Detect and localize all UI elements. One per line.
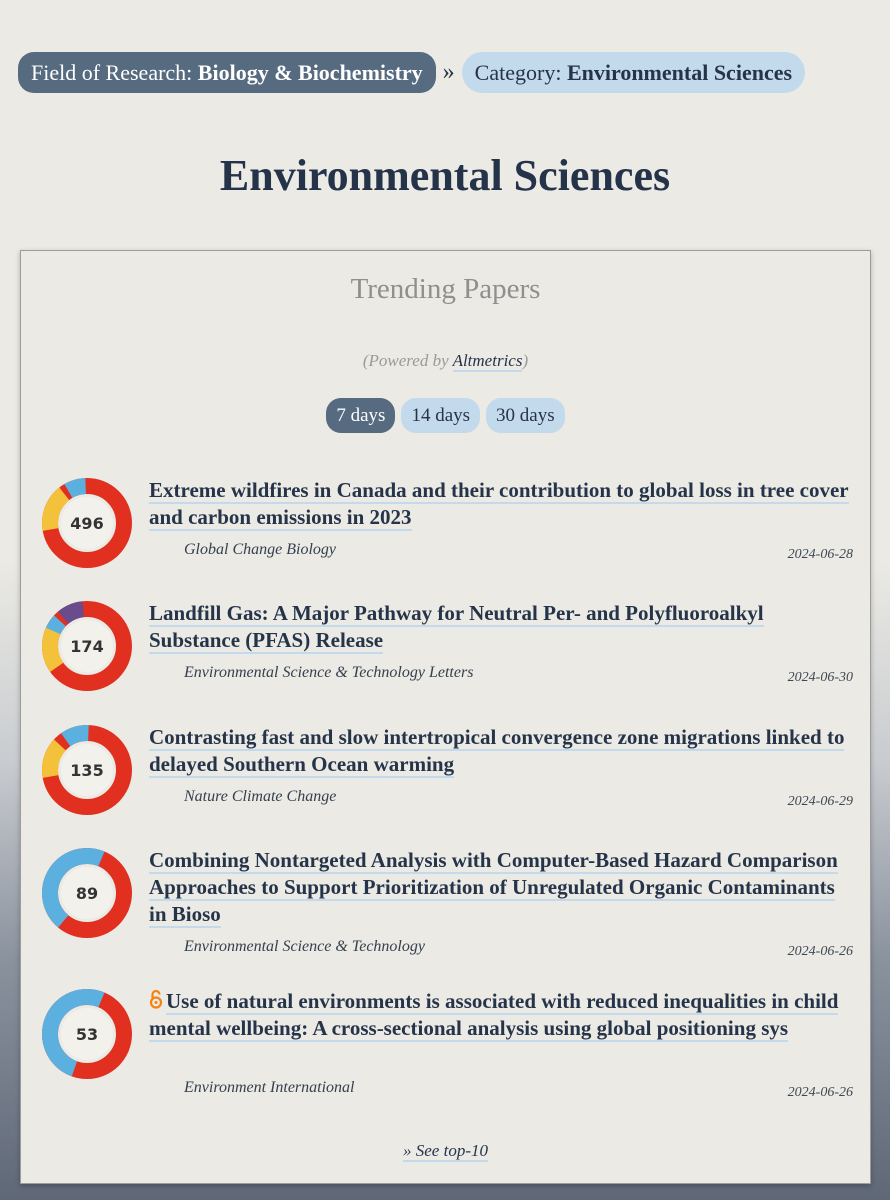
field-prefix: Field of Research:	[31, 60, 193, 85]
altmetric-donut-icon[interactable]	[41, 477, 133, 569]
altmetric-donut-icon[interactable]	[41, 988, 133, 1080]
paper-item	[41, 600, 853, 690]
page-title: Environmental Sciences	[219, 151, 671, 200]
breadcrumb-separator: »	[442, 59, 455, 85]
paper-date: 2024-06-29	[787, 794, 853, 809]
paper-date: 2024-06-28	[787, 547, 853, 562]
paper-item	[41, 477, 853, 567]
powered-suffix: )	[522, 351, 529, 370]
paper-title-link[interactable]: Use of natural environments is associated with reduced inequalities in child mental wellbeing: A cross-sectional analysis using global positioning sys	[149, 989, 839, 1040]
altmetric-score: 496	[70, 514, 104, 533]
see-top-10-link[interactable]: » See top-10	[403, 1141, 488, 1160]
paper-date: 2024-06-26	[787, 944, 853, 959]
paper-date: 2024-06-26	[787, 1085, 853, 1100]
category-prefix: Category:	[474, 60, 562, 85]
paper-title-link[interactable]: Landfill Gas: A Major Pathway for Neutral Per- and Polyfluoroalkyl Substance (PFAS) Release	[149, 601, 764, 652]
paper-journal: Environmental Science & Technology	[184, 938, 425, 955]
tab-30-days[interactable]: 30 days	[486, 398, 565, 433]
altmetric-donut-icon[interactable]	[41, 847, 133, 939]
tab-7-days[interactable]: 7 days	[326, 398, 395, 433]
paper-journal: Environment International	[184, 1079, 355, 1096]
paper-item	[41, 847, 853, 963]
paper-date: 2024-06-30	[787, 670, 853, 685]
paper-journal: Nature Climate Change	[184, 788, 337, 805]
category-pill[interactable]	[462, 52, 805, 93]
altmetric-score: 135	[70, 761, 104, 780]
trending-papers-heading: Trending Papers	[350, 273, 541, 305]
open-access-icon	[149, 989, 163, 1009]
field-of-research-pill[interactable]	[18, 52, 436, 93]
paper-journal: Global Change Biology	[184, 541, 336, 558]
category-value: Environmental Sciences	[566, 60, 793, 85]
paper-item	[41, 724, 853, 814]
tab-14-days[interactable]: 14 days	[401, 398, 480, 433]
altmetric-donut-icon[interactable]	[41, 724, 133, 816]
paper-title-link[interactable]: Extreme wildfires in Canada and their contribution to global loss in tree cover and carbon emissions in 2023	[149, 478, 849, 529]
paper-journal: Environmental Science & Technology Letters	[184, 664, 474, 681]
altmetrics-link[interactable]: Altmetrics	[452, 351, 523, 370]
trending-papers-panel	[20, 250, 871, 1184]
powered-by-line	[21, 351, 870, 371]
breadcrumb	[18, 52, 805, 93]
powered-prefix: (Powered by	[362, 351, 449, 370]
paper-item	[41, 988, 853, 1104]
field-value: Biology & Biochemistry	[197, 60, 423, 85]
altmetric-donut-icon[interactable]	[41, 600, 133, 692]
paper-title-link[interactable]: Contrasting fast and slow intertropical convergence zone migrations linked to delayed Southern Ocean warming	[149, 725, 845, 776]
altmetric-score: 53	[75, 1025, 99, 1044]
altmetric-score: 174	[70, 637, 104, 656]
time-range-tabs	[21, 398, 870, 433]
paper-title-link[interactable]: Combining Nontargeted Analysis with Computer-Based Hazard Comparison Approaches to Support Prioritization of Unregulated Organic Contaminants in Bioso	[149, 848, 838, 926]
altmetric-score: 89	[75, 884, 99, 903]
